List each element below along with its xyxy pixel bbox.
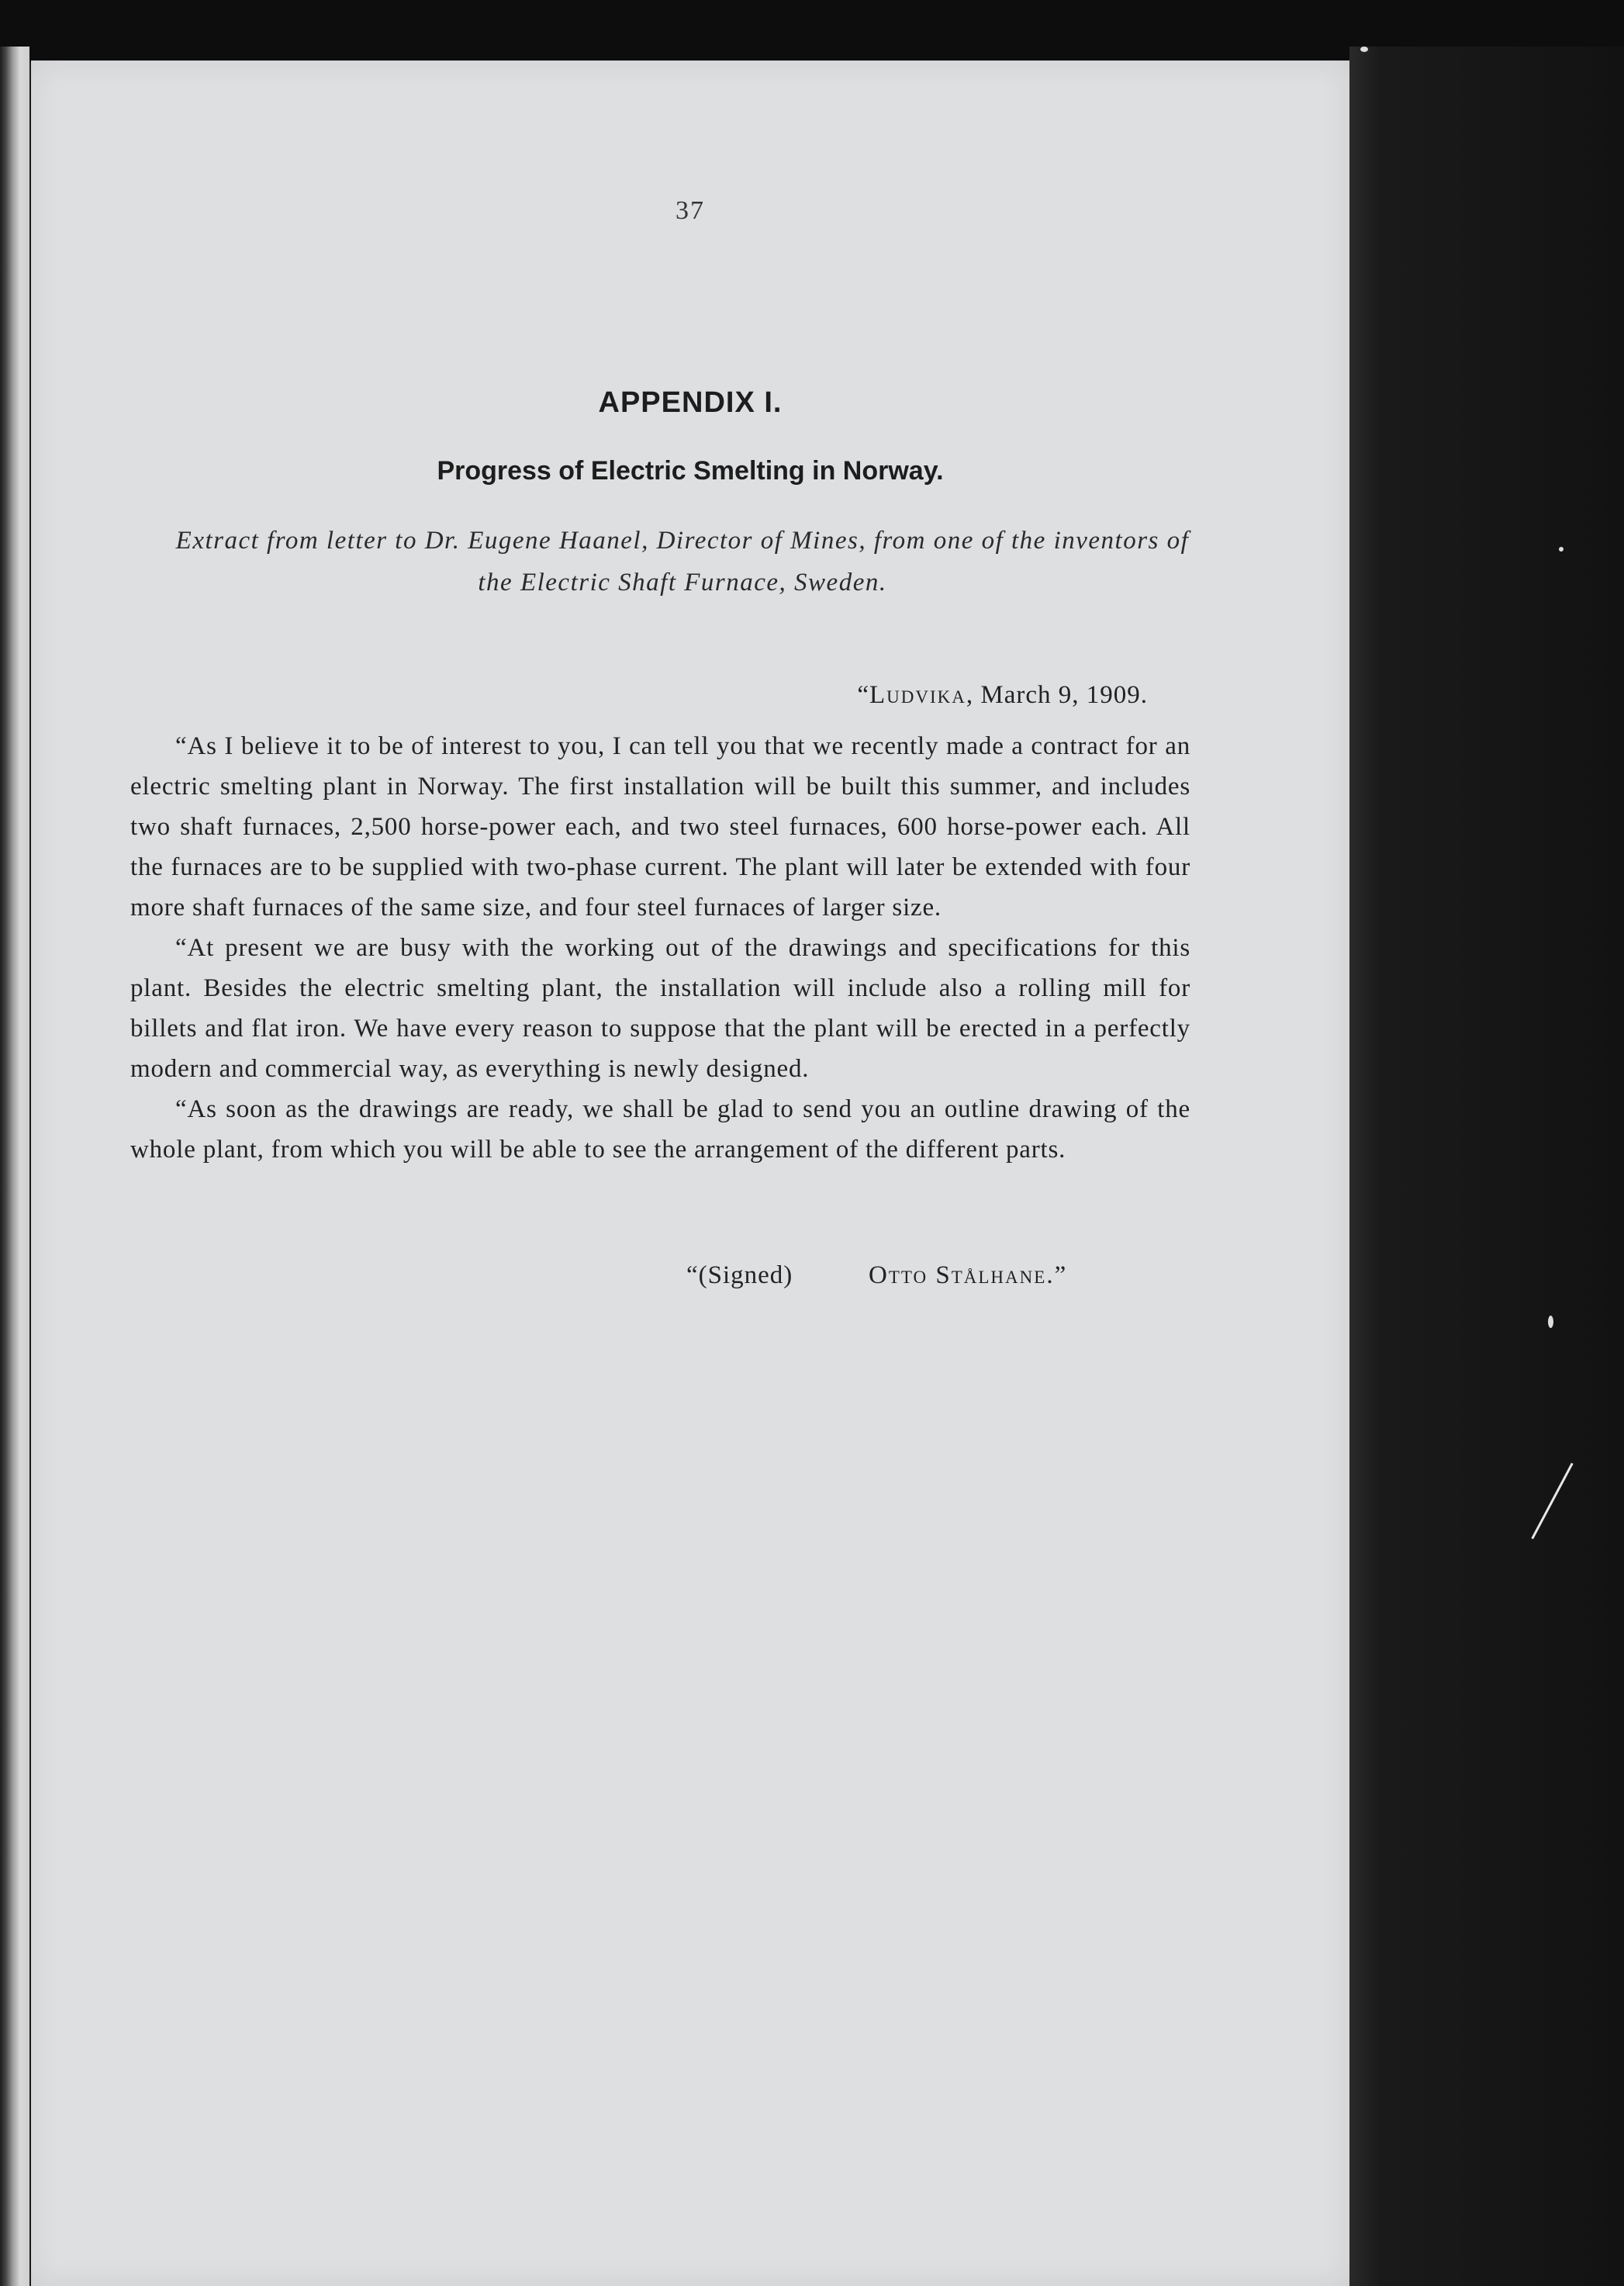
letter-paragraph: “As I believe it to be of interest to you, I can tell you that we recently made a contract for an electric smelting plant in Norway. The first installation will be built this summer, and includes two shaft furnaces, 2,500 horse-power each, and two steel furnaces, 600 horse-power each. All the furnaces are to be supplied with two-phase current. The plant will later be extended with four more shaft furnaces of the same size, and four steel furnaces of larger size. (130, 732, 1190, 922)
document-page (31, 61, 1349, 2286)
signed-label: “(Signed) (686, 1261, 793, 1289)
scanner-background (1349, 47, 1624, 2286)
appendix-title: APPENDIX I. (598, 386, 783, 419)
section-heading: Progress of Electric Smelting in Norway. (437, 456, 944, 486)
dateline-open-quote: “ (857, 681, 869, 709)
adjacent-page-edge (0, 47, 29, 2286)
letter-dateline (574, 681, 1148, 710)
letter-body (130, 726, 1190, 1170)
signatory-name: Otto Stålhane.” (869, 1261, 1068, 1289)
page-number: 37 (676, 196, 705, 225)
letter-paragraph: “At present we are busy with the working out of the drawings and specifications for this plant. Besides the electric smelting plant, the installation will include also a rolling mill for billets and flat iron. We have every reason to suppose that the plant will be erected in a perfectly modern and commercial way, as everything is newly designed. (130, 934, 1190, 1083)
dust-speck (1548, 1316, 1553, 1328)
dateline-date: , March 9, 1909. (966, 681, 1148, 709)
letter-paragraph: “As soon as the drawings are ready, we shall be glad to send you an outline drawing of the whole plant, from which you will be able to see the arrangement of the different parts. (130, 1095, 1190, 1164)
extract-intro: Extract from letter to Dr. Eugene Haanel, Director of Mines, from one of the inventors of the Electric Shaft Furnace, Sweden. (175, 527, 1190, 597)
dust-speck (1559, 547, 1564, 552)
dateline-place: Ludvika (869, 681, 966, 709)
dust-speck (1360, 47, 1368, 52)
